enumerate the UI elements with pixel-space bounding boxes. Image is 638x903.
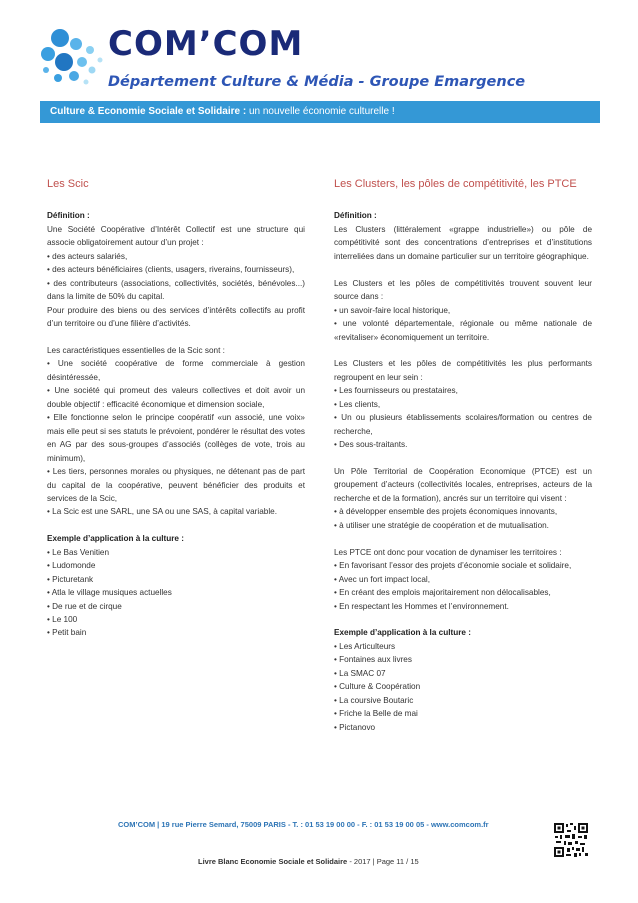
list-item: • Ludomonde (47, 561, 96, 571)
list-item: • Fontaines aux livres (334, 655, 412, 665)
list-item: • des contributeurs (associations, collectivités, sociétés, bénévoles...) dans la limite de 50% du capital. (47, 278, 305, 302)
left-definition-paragraph: Pour produire des biens ou des services d’intérêts collectifs au profit d’un territoire ou d’une filière d’activités. (47, 305, 305, 329)
footer-book-title: Livre Blanc Economie Sociale et Solidaire (198, 857, 348, 866)
list-item: • La coursive Boutaric (334, 695, 414, 705)
list-item: • De rue et de cirque (47, 601, 122, 611)
list-item: • une volonté départementale, régionale ou même nationale de «revitaliser» économiquement un territoire. (334, 319, 592, 342)
right-title: Les Clusters, les pôles de compétitivité, les PTCE (334, 178, 577, 190)
banner-bold-text: Culture & Economie Sociale et Solidaire : (50, 106, 247, 117)
list-item: • Elle fonctionne selon le principe coopératif «un associé, une voix» mais elle peut si ses statuts le prévoient, pondérer le résultat des votes en AG par des sous-groupes d’associés (collèges de vote, trois au minimum), (47, 413, 305, 463)
banner-text: un nouvelle économie culturelle ! (246, 106, 395, 117)
list-item: • des acteurs salariés, (47, 251, 128, 261)
footer-contact: COM’COM | 19 rue Pierre Semard, 75009 PARIS - T. : 01 53 19 00 00 - F. : 01 53 19 00 05 - www.comcom.fr (118, 820, 489, 829)
footer-page-info (198, 857, 419, 866)
list-item: • Culture & Coopération (334, 682, 421, 692)
list-item: • Des sous-traitants. (334, 440, 408, 450)
list-item: • Petit bain (47, 628, 87, 638)
list-item: • Avec un fort impact local, (334, 574, 431, 584)
section-banner (40, 101, 600, 123)
list-item: • En favorisant l’essor des projets d’économie sociale et solidaire, (334, 561, 572, 571)
dots-swirl-logo-icon (40, 22, 110, 92)
qr-code-icon (553, 822, 589, 858)
right-column (334, 178, 592, 734)
right-example-label: Exemple d’application à la culture : (334, 628, 471, 638)
list-item: • La SMAC 07 (334, 668, 386, 678)
right-definition-text: Les Clusters (littéralement «grappe industrielle») ou pôle de compétitivité sont des concentrations d’entreprises et d’institutions interreliées dans un domaine particulier sur un territoire géographique. (334, 224, 592, 261)
list-item: • Une société qui promeut des valeurs collectives et doit avoir un double objectif : efficacité économique et dimension sociale, (47, 386, 305, 409)
right-ptce-text: Un Pôle Territorial de Coopération Economique (PTCE) est un groupement d’acteurs (collectivités locales, entreprises, acteurs de la recherche et de la formation), ancrés sur un territoire qui visent : (334, 467, 592, 503)
list-item: • La Scic est une SARL, une SA ou une SAS, à capital variable. (47, 507, 277, 517)
left-title: Les Scic (47, 178, 89, 190)
list-item: • Le 100 (47, 615, 78, 625)
left-column (47, 178, 305, 640)
brand-subtitle: Département Culture & Média - Groupe Emargence (108, 74, 526, 90)
list-item: • Une société coopérative de forme commerciale à gestion désintéressée, (47, 359, 305, 382)
left-definition-text: Une Société Coopérative d’Intérêt Collectif est une structure qui associe obligatoirement autour d’un projet : (47, 224, 305, 248)
list-item: • Un ou plusieurs établissements scolaires/formation ou centres de recherche, (334, 413, 592, 436)
right-definition-label: Définition : (334, 211, 377, 221)
right-members-intro: Les Clusters et les pôles de compétitivités les plus performants regroupent en leur sein : (334, 359, 592, 382)
list-item: • Pictanovo (334, 722, 376, 732)
list-item: • Friche la Belle de mai (334, 709, 418, 719)
list-item: • En respectant les Hommes et l’environnement. (334, 601, 509, 611)
logo (40, 22, 526, 92)
list-item: • Les tiers, personnes morales ou physiques, ne détenant pas de part du capital de la coopérative, peuvent bénéficier des produits et services de la Scic, (47, 467, 305, 503)
left-example-label: Exemple d’application à la culture : (47, 534, 184, 544)
footer-page-number: - 2017 | Page 11 / 15 (347, 857, 419, 866)
brand-name: COM’COM (108, 24, 304, 64)
list-item: • Le Bas Venitien (47, 547, 110, 557)
list-item: • Atla le village musiques actuelles (47, 588, 172, 598)
list-item: • Les fournisseurs ou prestataires, (334, 386, 458, 396)
list-item: • Les Articulteurs (334, 641, 396, 651)
list-item: • En créant des emplois majoritairement non délocalisables, (334, 588, 551, 598)
right-vocation-intro: Les PTCE ont donc pour vocation de dynamiser les territoires : (334, 547, 562, 557)
list-item: • Picturetank (47, 574, 94, 584)
list-item: • Les clients, (334, 399, 381, 409)
list-item: • des acteurs bénéficiaires (clients, usagers, riverains, fournisseurs), (47, 265, 295, 275)
list-item: • un savoir-faire local historique, (334, 305, 451, 315)
left-characteristics-intro: Les caractéristiques essentielles de la Scic sont : (47, 345, 225, 355)
list-item: • à développer ensemble des projets économiques innovants, (334, 507, 558, 517)
list-item: • à utiliser une stratégie de coopération et de mutualisation. (334, 520, 549, 530)
left-definition-label: Définition : (47, 211, 90, 221)
right-sources-intro: Les Clusters et les pôles de compétitivités trouvent souvent leur source dans : (334, 278, 592, 302)
